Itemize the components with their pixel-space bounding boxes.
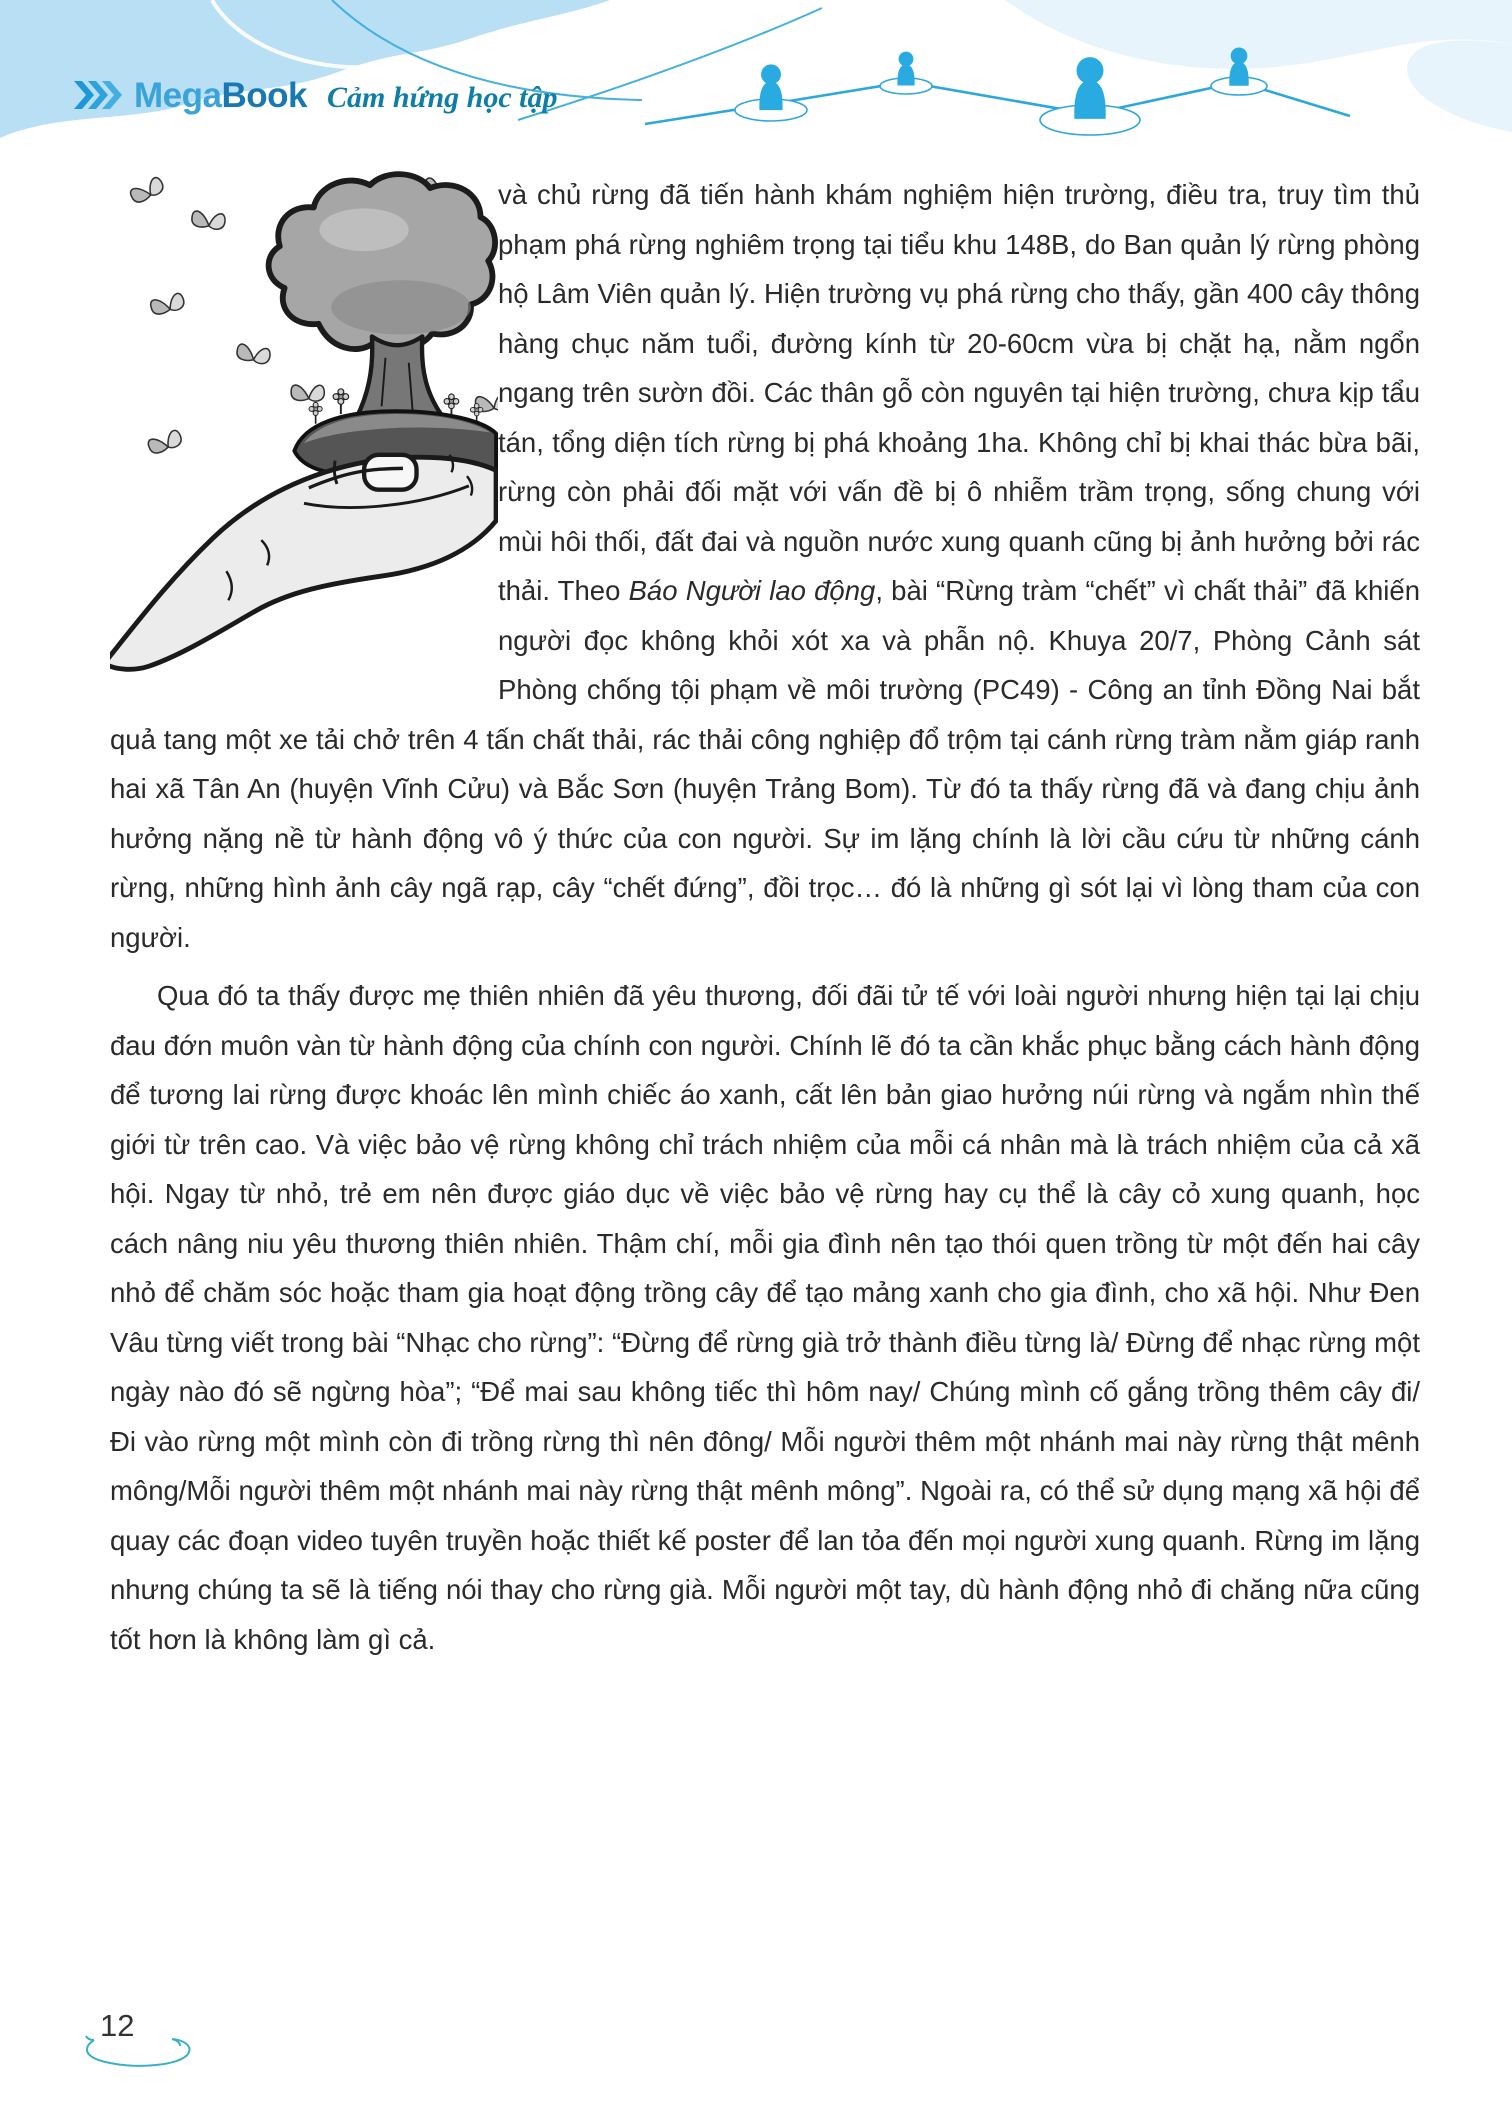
page-number-value: 12	[100, 2008, 135, 2043]
swoosh-underline-icon	[80, 2030, 200, 2074]
header-wave-decoration	[0, 0, 1512, 150]
paragraph-2: Qua đó ta thấy được mẹ thiên nhiên đã yêu thương, đối đãi tử tế với loài người nhưng hiện tại lại chịu đau đớn muôn vàn từ hành động của chính con người. Chính lẽ đó ta cần khắc phục bằng cách hành động để tương lai rừng được khoác lên mình chiếc áo xanh, cất lên bản giao hưởng núi rừng và ngắm nhìn thế giới từ trên cao. Và việc bảo vệ rừng không chỉ trách nhiệm của mỗi cá nhân mà là trách nhiệm của cả xã hội. Ngay từ nhỏ, trẻ em nên được giáo dục về việc bảo vệ rừng hay cụ thể là cây cỏ xung quanh, học cách nâng niu yêu thương thiên nhiên. Thậm chí, mỗi gia đình nên tạo thói quen trồng từ một đến hai cây nhỏ để chăm sóc hoặc tham gia hoạt động trồng cây để tạo mảng xanh cho gia đình, cho xã hội. Như Đen Vâu từng viết trong bài “Nhạc cho rừng”: “Đừng để rừng già trở thành điều từng là/ Đừng để nhạc rừng một ngày nào đó sẽ ngừng hòa”; “Để mai sau không tiếc thì hôm nay/ Chúng mình cố gắng trồng thêm cây đi/ Đi vào rừng một mình còn đi trồng rừng thì nên đông/ Mỗi người thêm một nhánh mai này rừng thật mênh mông/Mỗi người thêm một nhánh mai này rừng thật mênh mông”. Ngoài ra, có thể sử dụng mạng xã hội để quay các đoạn video tuyên truyền hoặc thiết kế poster để lan tỏa đến mọi người xung quanh. Rừng im lặng nhưng chúng ta sẽ là tiếng nói thay cho rừng già. Mỗi người một tay, dù hành động nhỏ đi chăng nữa cũng tốt hơn là không làm gì cả.	[110, 980, 1420, 1655]
megabook-logo	[74, 76, 558, 116]
logo-mega: Mega	[134, 76, 222, 115]
paragraph-1-rest: , bài “Rừng tràm “chết” vì chất thải” đã khiến người đọc không khỏi xót xa và phẫn nộ. Khuya 20/7, Phòng Cảnh sát Phòng chống tội phạm về môi trường (PC49) - Công an tỉnh Đồng Nai bắt quả tang một xe tải chở trên 4 tấn chất thải, rác thải công nghiệp đổ trộm tại cánh rừng tràm nằm giáp ranh hai xã Tân An (huyện Vĩnh Cửu) và Bắc Sơn (huyện Trảng Bom). Từ đó ta thấy rừng đã và đang chịu ảnh hưởng nặng nề từ hành động vô ý thức của con người. Sự im lặng chính là lời cầu cứu từ những cánh rừng, những hình ảnh cây ngã rạp, cây “chết đứng”, đồi trọc… đó là những gì sót lại vì lòng tham của con người.	[110, 575, 1420, 953]
paragraph-1-citation: Báo Người lao động	[628, 575, 876, 606]
logo-tagline: Cảm hứng học tập	[326, 81, 558, 114]
logo-book: Book	[221, 76, 307, 115]
paragraph-1-lead: và chủ rừng đã tiến hành khám nghiệm hiện trường, điều tra, truy tìm thủ phạm phá rừng nghiêm trọng tại tiểu khu 148B, do Ban quản lý rừng phòng hộ Lâm Viên quản lý. Hiện trường vụ phá rừng cho thấy, gần 400 cây thông hàng chục năm tuổi, đường kính từ 20-60cm vừa bị chặt hạ, nằm ngổn ngang trên sườn đồi. Các thân gỗ còn nguyên tại hiện trường, chưa kịp tẩu tán, tổng diện tích rừng bị phá khoảng 1ha. Không chỉ bị khai thác bừa bãi, rừng còn phải đối mặt với vấn đề bị ô nhiễm trầm trọng, sống chung với mùi hôi thối, đất đai và nguồn nước xung quanh cũng bị ảnh hưởng bởi rác thải. Theo	[498, 179, 1420, 606]
hand-holding-tree-illustration	[110, 170, 498, 687]
page-header	[0, 0, 1512, 150]
tree-canopy	[269, 174, 495, 349]
people-network-icon	[645, 47, 1350, 135]
logo-wordmark	[134, 76, 307, 116]
triple-chevron-icon	[74, 80, 126, 115]
page-body	[110, 170, 1420, 1664]
hand	[110, 455, 496, 669]
page-number	[80, 2008, 210, 2078]
